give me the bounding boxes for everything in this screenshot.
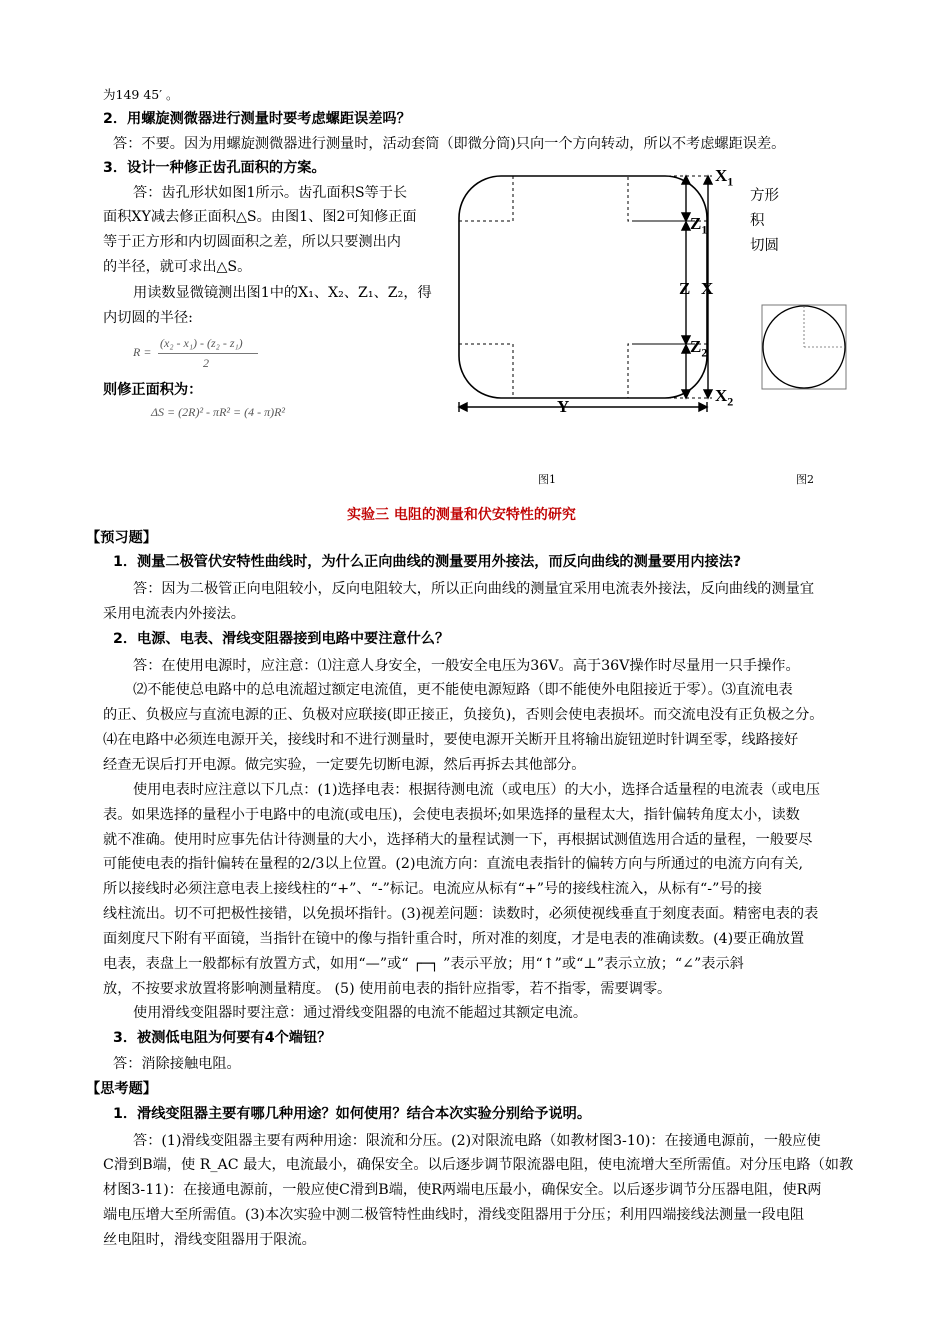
power-supply-line-1: 答：在使用电源时，应注意：⑴注意人身安全，一般安全电压为36V。高于36V操作时尽量用一只手操作。 xyxy=(133,658,800,674)
fraction-bar xyxy=(158,353,258,354)
meter-usage-line-7: 面刻度尺下附有平面镜，当指针在镜中的像与指针重合时，所对准的刻度，才是电表的准确读数。(4)要正确放置 xyxy=(103,931,805,947)
thinking-answer-line-2: C滑到B端，使 R_AC 最大，电流最小，确保安全。以后逐步调节限流器电阻，使电流增大至所需值。对分压电路（如教 xyxy=(103,1157,854,1173)
preview-answer-3: 答：消除接触电阻。 xyxy=(113,1056,241,1072)
correction-area-formula: ΔS = (2R)² - πR² = (4 - π)R² xyxy=(151,405,286,419)
power-supply-line-4: ⑷在电路中必须连电源开关，接线时和不进行测量时，要使电源开关断开且将输出旋钮逆时针调至零，线路接好 xyxy=(103,732,799,748)
label-x: X xyxy=(701,279,714,298)
experiment-3-title: 实验三 电阻的测量和伏安特性的研究 xyxy=(347,507,576,523)
preview-question-1: 1．测量二极管伏安特性曲线时，为什么正向曲线的测量要用外接法，而反向曲线的测量要用内接法? xyxy=(113,554,742,570)
label-z2: $Z_2$ xyxy=(690,337,708,360)
power-supply-line-2: ⑵不能使总电路中的总电流超过额定电流值，更不能使电源短路（即不能使外电阻接近于零）。⑶直流电表 xyxy=(133,682,793,698)
hole-outline xyxy=(459,176,707,398)
label-z1: $Z_1$ xyxy=(690,214,708,237)
meter-usage-line-2: 表。如果选择的量程小于电路中的电流(或电压)，会使电表损坏;如果选择的量程太大，指针偏转角度太小，读数 xyxy=(103,807,800,823)
rheostat-note: 使用滑线变阻器时要注意：通过滑线变阻器的电流不能超过其额定电流。 xyxy=(133,1005,588,1021)
thinking-questions-header: 【思考题】 xyxy=(86,1081,157,1097)
y-dimension-arrow xyxy=(459,402,707,412)
answer-3-line-4: 的半径，就可求出△S。 xyxy=(103,259,252,275)
thinking-question-1: 1．滑线变阻器主要有哪几种用途？如何使用？结合本次实验分别给予说明。 xyxy=(113,1106,592,1122)
correction-area-label: 则修正面积为： xyxy=(103,382,203,398)
formula-r-numerator: (x₂ - x₁) - (z₂ - z₁) xyxy=(160,336,243,350)
continued-text: 为149 45′ 。 xyxy=(103,87,179,102)
preview-questions-header: 【预习题】 xyxy=(86,530,157,546)
side-text-2: 积 xyxy=(750,213,765,229)
label-x1: $X_1$ xyxy=(715,166,734,189)
label-x2: $X_2$ xyxy=(715,386,734,409)
formula-r-denominator: 2 xyxy=(203,356,209,370)
thinking-answer-line-4: 端电压增大至所需值。(3)本次实验中测二极管特性曲线时，滑线变阻器用于分压；利用四端接线法测量一段电阻 xyxy=(103,1207,805,1223)
figure-2-square-incircle xyxy=(760,302,850,394)
figure-1-caption: 图1 xyxy=(538,473,556,486)
answer-2: 答：不要。因为用螺旋测微器进行测量时，活动套筒（即微分筒)只向一个方向转动，所以不考虑螺距误差。 xyxy=(113,136,786,152)
preview-answer-1-line-1: 答：因为二极管正向电阻较小，反向电阻较大，所以正向曲线的测量宜采用电流表外接法，反向曲线的测量宜 xyxy=(133,581,815,597)
meter-usage-line-3: 就不准确。使用时应事先估计待测量的大小，选择稍大的量程试测一下，再根据试测值选用合适的量程，一般要尽 xyxy=(103,832,813,848)
answer-3-line-1: 答：齿孔形状如图1所示。齿孔面积S等于长 xyxy=(133,185,408,201)
thinking-answer-line-5: 丝电阻时，滑线变阻器用于限流。 xyxy=(103,1232,316,1248)
thinking-answer-line-1: 答：(1)滑线变阻器主要有两种用途：限流和分压。(2)对限流电路（如教材图3-10)：在接通电源前，一般应使 xyxy=(133,1133,821,1149)
meter-usage-line-4: 可能使电表的指针偏转在量程的2/3以上位置。(2)电流方向：直流电表指针的偏转方向与所通过的电流方向有关, xyxy=(103,856,804,872)
meter-usage-line-5: 所以接线时必须注意电表上接线柱的“+”、“-”标记。电流应从标有“+”号的接线柱流入，从标有“-”号的接 xyxy=(103,881,762,897)
power-supply-line-5: 经查无误后打开电源。做完实验，一定要先切断电源，然后再拆去其他部分。 xyxy=(103,757,586,773)
label-z: Z xyxy=(679,279,691,298)
answer-3-line-3: 等于正方形和内切圆面积之差，所以只要测出内 xyxy=(103,234,401,250)
figure-2-caption: 图2 xyxy=(796,473,814,486)
thinking-answer-line-3: 材图3-11)：在接通电源前，一般应使C滑到B端，使R两端电压最小，确保安全。以后逐步调节分压器电阻，使R两 xyxy=(103,1182,822,1198)
side-text-1: 方形 xyxy=(750,188,779,204)
question-2-heading: 2．用螺旋测微器进行测量时要考虑螺距误差吗？ xyxy=(103,111,411,127)
meter-usage-line-9: 放，不按要求放置将影响测量精度。 (5) 使用前电表的指针应指零，若不指零，需要调零。 xyxy=(103,981,672,997)
side-text-3: 切圆 xyxy=(750,238,779,254)
formula-r-lhs: R = xyxy=(133,345,152,359)
preview-question-3: 3．被测低电阻为何要有4个端钮？ xyxy=(113,1030,332,1046)
answer-3-line-2: 面积XY减去修正面积△S。由图1、图2可知修正面 xyxy=(103,209,417,225)
meter-usage-line-6: 线柱流出。切不可把极性接错，以免损坏指针。(3)视差问题：读数时，必须使视线垂直于刻度表面。精密电表的表 xyxy=(103,906,819,922)
answer-3-line-5: 用读数显微镜测出图1中的X₁、X₂、Z₁、Z₂，得 xyxy=(133,285,432,301)
meter-usage-line-8: 电表，表盘上一般都标有放置方式，如用“—”或“ ┌─┐ ”表示平放；用“↑”或“⊥”表示立放；“∠”表示斜 xyxy=(103,956,744,972)
preview-answer-1-line-2: 采用电流表内外接法。 xyxy=(103,606,245,622)
power-supply-line-3: 的正、负极应与直流电源的正、负极对应联接(即正接正，负接负)，否则会使电表损坏。而交流电没有正负极之分。 xyxy=(103,707,824,723)
question-3-heading: 3．设计一种修正齿孔面积的方案。 xyxy=(103,160,326,176)
preview-question-2: 2．电源、电表、滑线变阻器接到电路中要注意什么？ xyxy=(113,631,450,647)
meter-usage-line-1: 使用电表时应注意以下几点：(1)选择电表：根据待测电流（或电压）的大小，选择合适量程的电流表（或电压 xyxy=(133,782,820,798)
label-y: Y xyxy=(557,397,570,416)
corner-dashed-squares xyxy=(459,176,707,398)
answer-3-line-6: 内切圆的半径: xyxy=(103,310,193,326)
